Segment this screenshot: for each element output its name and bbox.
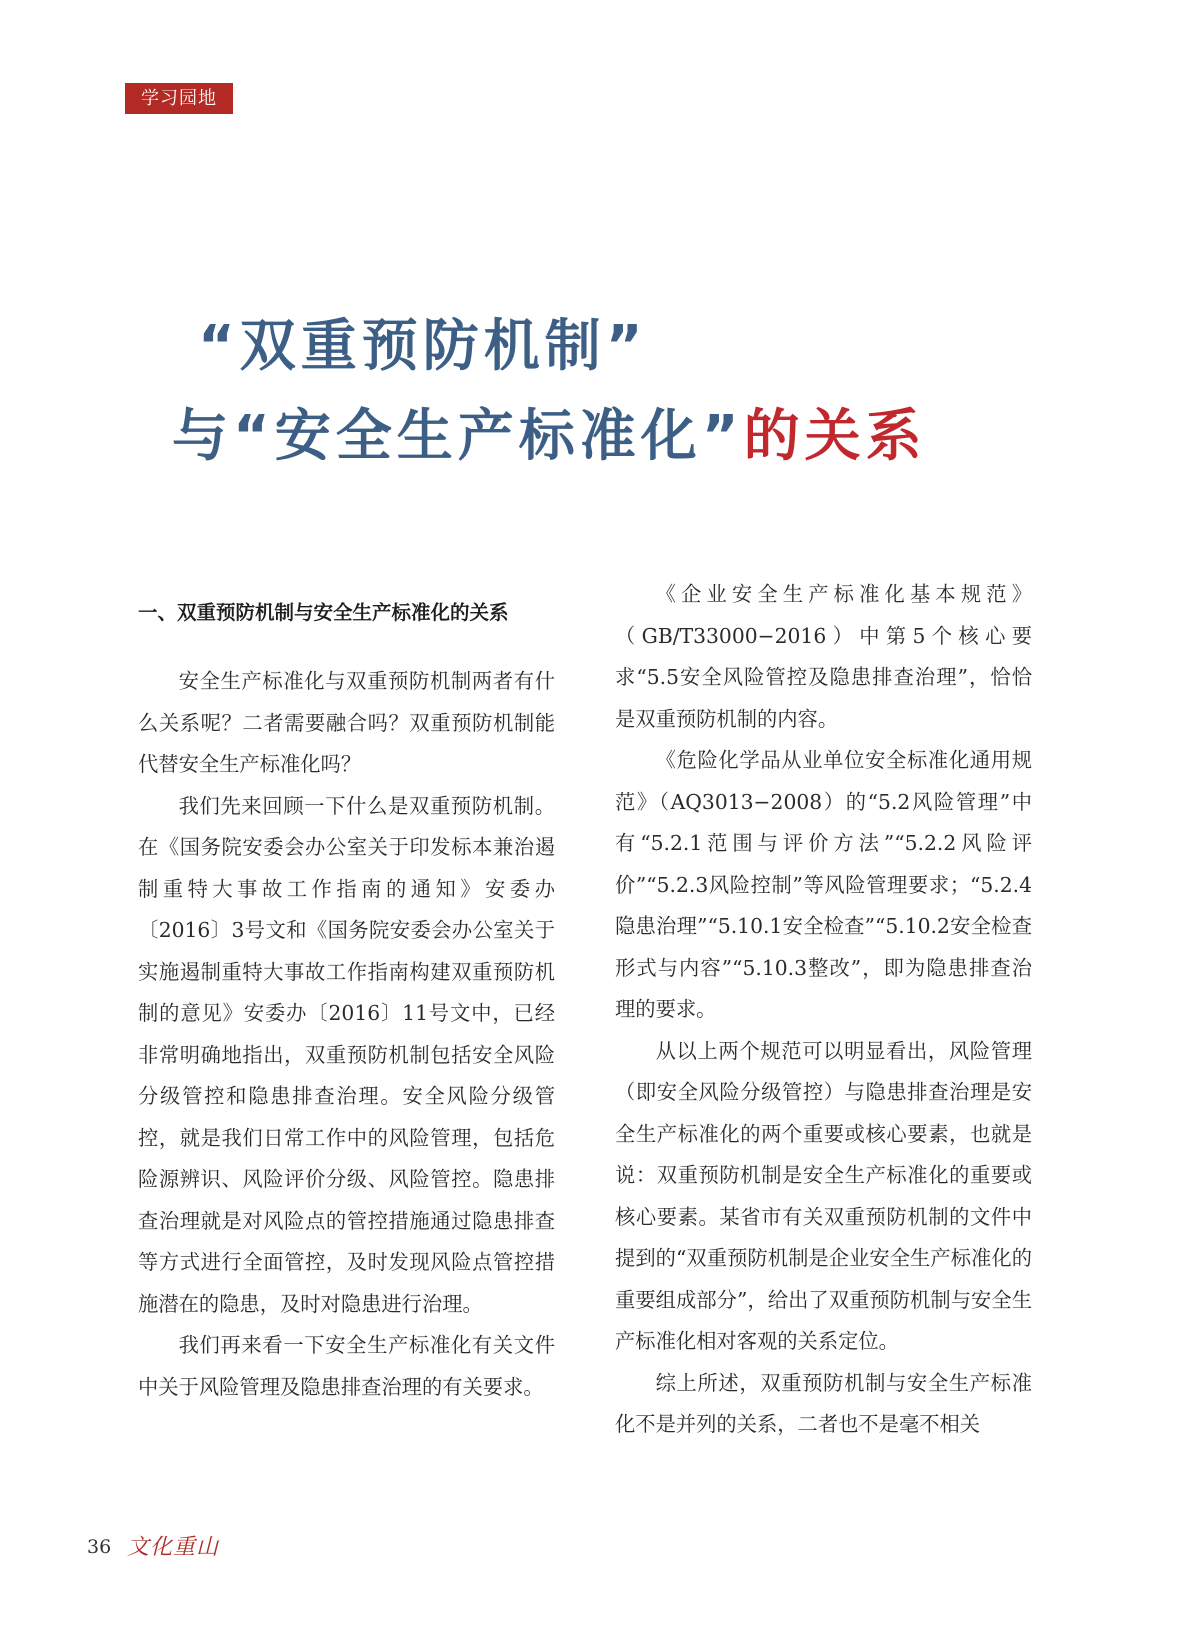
paragraph: 从以上两个规范可以明显看出，风险管理（即安全风险分级管控）与隐患排查治理是安全生产标准化的两个重要或核心要素，也就是说：双重预防机制是安全生产标准化的重要或核心要素。某省市有关双重预防机制的文件中提到的“双重预防机制是企业安全生产标准化的重要组成部分”，给出了双重预防机制与安全生产标准化相对客观的关系定位。	[615, 1038, 1032, 1353]
article-title-line2	[172, 392, 927, 472]
title-line2-prefix: 与“安全生产标准化”	[172, 404, 744, 469]
magazine-logo: 文化重山	[127, 1535, 220, 1560]
article-title-line1: “双重预防机制”	[198, 314, 648, 379]
left-column	[138, 599, 555, 1408]
paragraph: 安全生产标准化与双重预防机制两者有什么关系呢？二者需要融合吗？双重预防机制能代替安全生产标准化吗？	[138, 669, 555, 776]
title-line2-suffix: 的关系	[743, 404, 927, 469]
section-tag: 学习园地	[125, 83, 233, 114]
paragraph: 我们先来回顾一下什么是双重预防机制。在《国务院安委会办公室关于印发标本兼治遏制重特大事故工作指南的通知》安委办〔2016〕3号文和《国务院安委会办公室关于实施遏制重特大事故工作指南构建双重预防机制的意见》安委办〔2016〕11号文中，已经非常明确地指出，双重预防机制包括安全风险分级管控和隐患排查治理。安全风险分级管控，就是我们日常工作中的风险管理，包括危险源辨识、风险评价分级、风险管控。隐患排查治理就是对风险点的管控措施通过隐患排查等方式进行全面管控，及时发现风险点管控措施潜在的隐患，及时对隐患进行治理。	[138, 793, 555, 1316]
paragraph: 我们再来看一下安全生产标准化有关文件中关于风险管理及隐患排查治理的有关要求。	[138, 1333, 555, 1399]
section-heading: 一、双重预防机制与安全生产标准化的关系	[138, 601, 509, 624]
paragraph: 《危险化学品从业单位安全标准化通用规范》（AQ3013−2008）的“5.2风险管理”中有“5.2.1范围与评价方法”“5.2.2风险评价”“5.2.3风险控制”等风险管理要求；“5.2.4隐患治理”“5.10.1安全检查”“5.10.2安全检查形式与内容”“5.10.3整改”，即为隐患排查治理的要求。	[615, 748, 1032, 1021]
right-column	[615, 574, 1032, 1446]
paragraph: 《企业安全生产标准化基本规范》（GB/T33000−2016）中第5个核心要求“5.5安全风险管控及隐患排查治理”，恰恰是双重预防机制的内容。	[615, 582, 1032, 731]
page-number: 36	[87, 1536, 112, 1558]
paragraph: 综上所述，双重预防机制与安全生产标准化不是并列的关系，二者也不是毫不相关	[615, 1370, 1032, 1436]
